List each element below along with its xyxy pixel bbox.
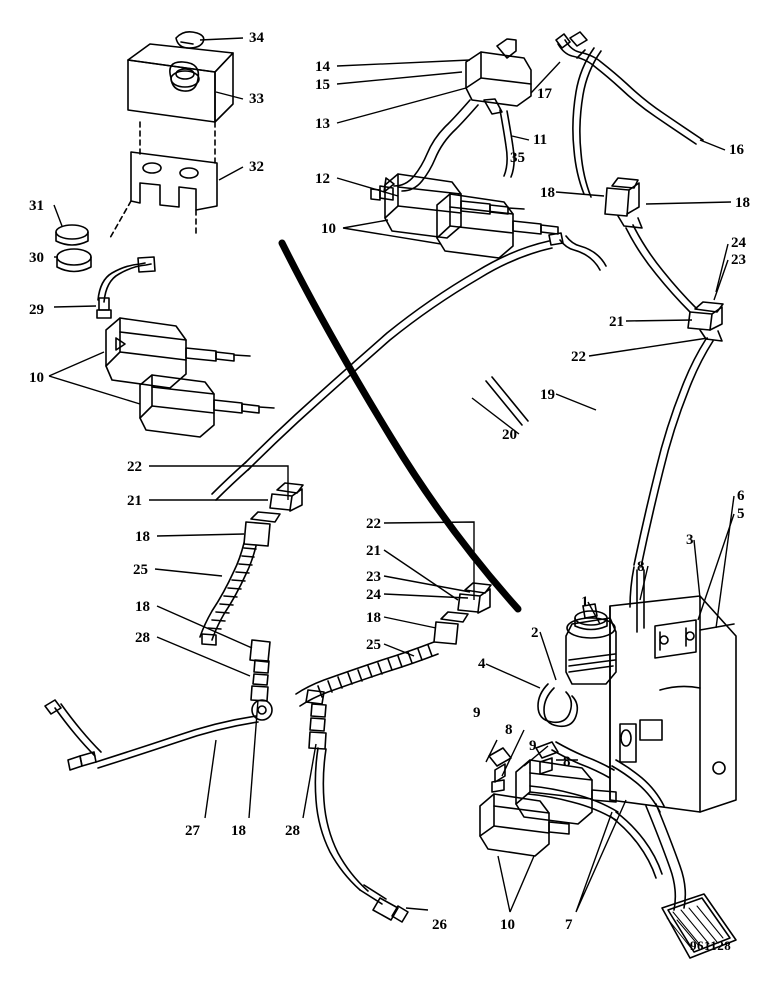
callout-7: 7: [565, 917, 573, 933]
callout-6: 6: [737, 488, 745, 504]
callout-18-left-upper: 18: [135, 529, 150, 545]
callout-17: 17: [537, 86, 552, 102]
callout-3: 3: [686, 532, 694, 548]
callout-25-center: 25: [366, 637, 381, 653]
callout-9-upper: 9: [473, 705, 481, 721]
callout-2: 2: [531, 625, 539, 641]
callout-16: 16: [729, 142, 744, 158]
callout-33: 33: [249, 91, 264, 107]
callout-31: 31: [29, 198, 44, 214]
callout-10-top: 10: [321, 221, 336, 237]
callout-22-left: 22: [127, 459, 142, 475]
callout-4: 4: [478, 656, 486, 672]
callout-22-center: 22: [366, 516, 381, 532]
callout-10-left: 10: [29, 370, 44, 386]
callout-18-center: 18: [366, 610, 381, 626]
callout-8-mid: 8: [505, 722, 513, 738]
callout-24-center: 24: [366, 587, 381, 603]
drawing-code: 961128: [690, 938, 732, 953]
callout-14: 14: [315, 59, 330, 75]
callout-28-bottom: 28: [285, 823, 300, 839]
callout-24-right: 24: [731, 235, 746, 251]
callout-5: 5: [737, 506, 745, 522]
callout-25-left: 25: [133, 562, 148, 578]
callout-18-upper-right: 18: [735, 195, 750, 211]
callout-18-bottom: 18: [231, 823, 246, 839]
callout-21-left: 21: [127, 493, 142, 509]
callout-35: 35: [510, 150, 525, 166]
callout-11: 11: [533, 132, 548, 148]
callout-10-bottom: 10: [500, 917, 515, 933]
callout-8-lower: 8: [563, 754, 571, 770]
callout-23-center: 23: [366, 569, 381, 585]
callout-30: 30: [29, 250, 44, 266]
callout-34: 34: [249, 30, 264, 46]
callout-21-center: 21: [366, 543, 381, 559]
callout-22-right: 22: [571, 349, 586, 365]
callout-27: 27: [185, 823, 200, 839]
callout-18-left-lower: 18: [135, 599, 150, 615]
callout-9-lower: 9: [529, 738, 537, 754]
callout-1: 1: [581, 594, 589, 610]
callout-32: 32: [249, 159, 264, 175]
callout-13: 13: [315, 116, 330, 132]
callout-15: 15: [315, 77, 330, 93]
callout-8-top: 8: [637, 559, 645, 575]
callout-18-upper-center: 18: [540, 185, 555, 201]
callout-21-right: 21: [609, 314, 624, 330]
callout-12: 12: [315, 171, 330, 187]
callout-19: 19: [540, 387, 555, 403]
callout-28-left: 28: [135, 630, 150, 646]
callout-29: 29: [29, 302, 44, 318]
callout-23-right: 23: [731, 252, 746, 268]
callout-20: 20: [502, 427, 517, 443]
callout-26: 26: [432, 917, 447, 933]
